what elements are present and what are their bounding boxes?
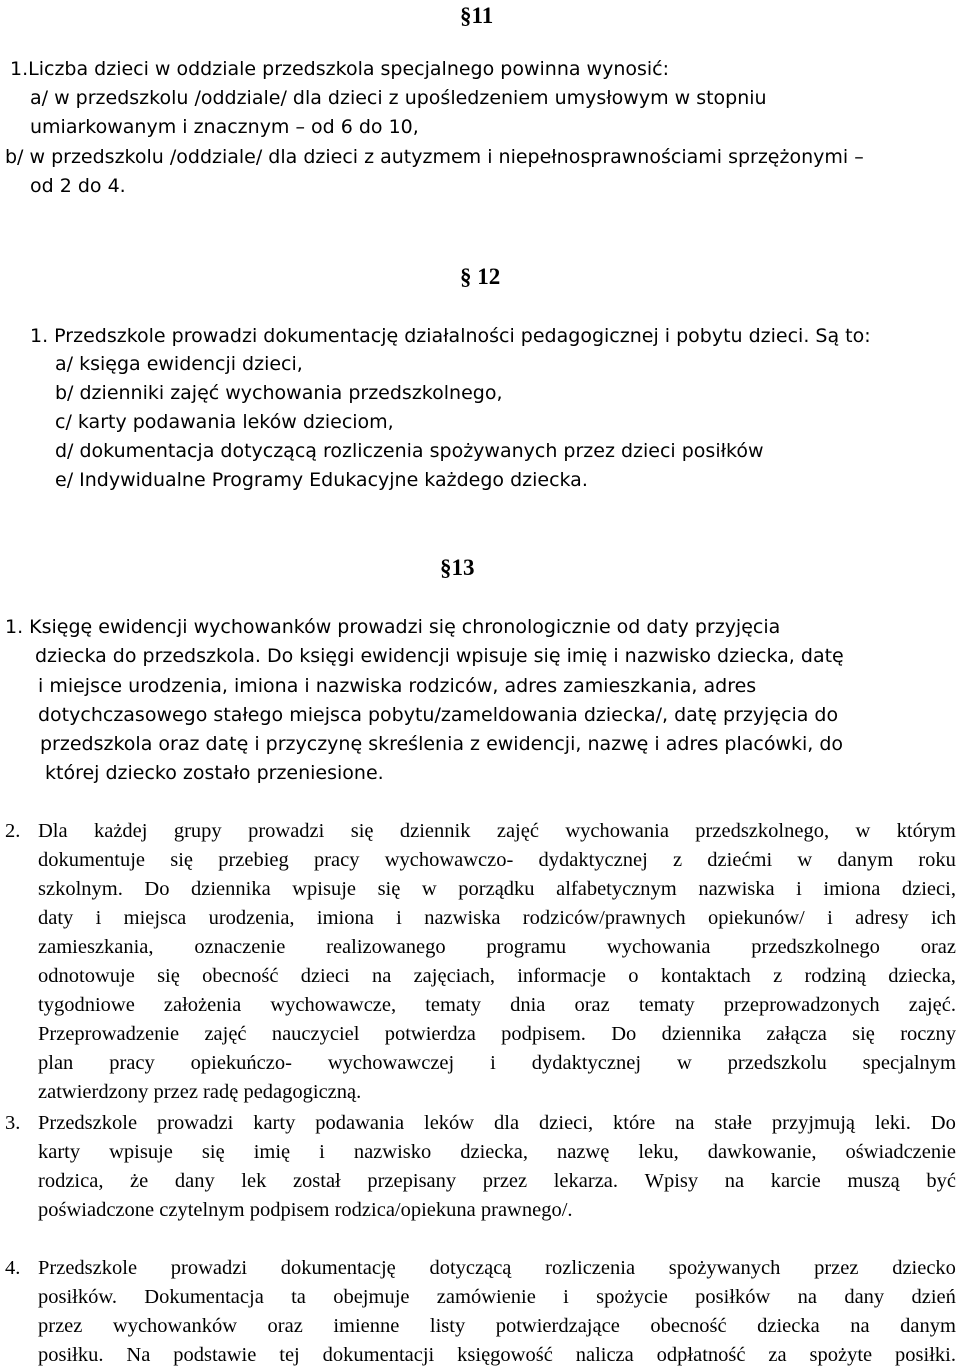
s13-p1-line-3: i miejsce urodzenia, imiona i nazwiska rodziców, adres zamieszkania, adres xyxy=(38,675,757,697)
s13-p4-line-4: posiłku. Na podstawie tej dokumentacji księgowość nalicza odpłatność za spożyte posiłki. xyxy=(38,1344,956,1366)
s12-line-1: 1. Przedszkole prowadzi dokumentację działalności pedagogicznej i pobytu dzieci. Są to: xyxy=(30,325,871,347)
s11-line-2: a/ w przedszkolu /oddziale/ dla dzieci z upośledzeniem umysłowym w stopniu xyxy=(30,87,767,109)
s13-p2-line-7: tygodniowe założenia wychowawcze, tematy dnia oraz tematy przeprowadzonych zajęć. xyxy=(38,994,956,1016)
s13-p4-number: 4. xyxy=(5,1257,21,1279)
s13-p2-line-2: dokumentuje się przebieg pracy wychowawczo- dydaktycznej z dziećmi w danym roku xyxy=(38,849,956,871)
section-11-heading: §11 xyxy=(460,3,494,28)
s13-p2-line-8: Przeprowadzenie zajęć nauczyciel potwierdza podpisem. Do dziennika załącza się roczny xyxy=(38,1023,956,1045)
s13-p1-line-4: dotychczasowego stałego miejsca pobytu/zameldowania dziecka/, datę przyjęcia do xyxy=(38,704,839,726)
section-12-heading: § 12 xyxy=(460,264,501,289)
s13-p1-line-6: której dziecko zostało przeniesione. xyxy=(45,762,384,784)
s13-p2-line-5: zamieszkania, oznaczenie realizowanego programu wychowania przedszkolnego oraz xyxy=(38,936,956,958)
s12-item-d: d/ dokumentacja dotyczącą rozliczenia spożywanych przez dzieci posiłków xyxy=(55,440,764,462)
s13-p3-line-2: karty wpisuje się imię i nazwisko dziecka, nazwę leku, dawkowanie, oświadczenie xyxy=(38,1141,956,1163)
s13-p4-line-3: przez wychowanków oraz imienne listy potwierdzające obecność dziecka na danym xyxy=(38,1315,956,1337)
s13-p2-line-4: daty i miejsca urodzenia, imiona i nazwiska rodziców/prawnych opiekunów/ i adresy ich xyxy=(38,907,956,929)
s12-item-a: a/ księga ewidencji dzieci, xyxy=(55,353,303,375)
s13-p2-number: 2. xyxy=(5,820,21,842)
s13-p3-line-1: Przedszkole prowadzi karty podawania leków dla dzieci, które na stałe przyjmują leki. Do xyxy=(38,1112,956,1134)
s13-p4-line-1: Przedszkole prowadzi dokumentację dotyczącą rozliczenia spożywanych przez dziecko xyxy=(38,1257,956,1279)
s13-p3-line-3: rodzica, że dany lek został przepisany przez lekarza. Wpisy na karcie muszą być xyxy=(38,1170,956,1192)
s13-p3-number: 3. xyxy=(5,1112,21,1134)
s12-item-b: b/ dzienniki zajęć wychowania przedszkolnego, xyxy=(55,382,503,404)
s12-item-c: c/ karty podawania leków dzieciom, xyxy=(55,411,394,433)
s13-p2-line-9: plan pracy opiekuńczo- wychowawczej i dydaktycznej w przedszkolu specjalnym xyxy=(38,1052,956,1074)
s13-p2-line-1: Dla każdej grupy prowadzi się dziennik zajęć wychowania przedszkolnego, w którym xyxy=(38,820,956,842)
s11-line-1: 1.Liczba dzieci w oddziale przedszkola specjalnego powinna wynosić: xyxy=(10,58,670,80)
s12-item-e: e/ Indywidualne Programy Edukacyjne każdego dziecka. xyxy=(55,469,588,491)
s13-p2-line-10: zatwierdzony przez radę pedagogiczną. xyxy=(38,1081,362,1103)
s11-line-4: b/ w przedszkolu /oddziale/ dla dzieci z autyzmem i niepełnosprawnościami sprzężonymi – xyxy=(5,146,864,168)
s13-p1-line-1: 1. Księgę ewidencji wychowanków prowadzi się chronologicznie od daty przyjęcia xyxy=(5,616,781,638)
s13-p3-line-4: poświadczone czytelnym podpisem rodzica/opiekuna prawnego/. xyxy=(38,1199,573,1221)
s13-p1-line-5: przedszkola oraz datę i przyczynę skreślenia z ewidencji, nazwę i adres placówki, do xyxy=(40,733,844,755)
s13-p2-line-6: odnotowuje się obecność dzieci na zajęciach, informacje o kontaktach z rodziną dziecka, xyxy=(38,965,956,987)
section-13-heading: §13 xyxy=(440,555,475,580)
s13-p2-line-3: szkolnym. Do dziennika wpisuje się w porządku alfabetycznym nazwiska i imiona dzieci, xyxy=(38,878,956,900)
s11-line-5: od 2 do 4. xyxy=(30,175,126,197)
s11-line-3: umiarkowanym i znacznym – od 6 do 10, xyxy=(30,116,419,138)
s13-p4-line-2: posiłków. Dokumentacja ta obejmuje zamówienie i spożycie posiłków na dany dzień xyxy=(38,1286,956,1308)
s13-p1-line-2: dziecka do przedszkola. Do księgi ewidencji wpisuje się imię i nazwisko dziecka, datę xyxy=(35,645,844,667)
